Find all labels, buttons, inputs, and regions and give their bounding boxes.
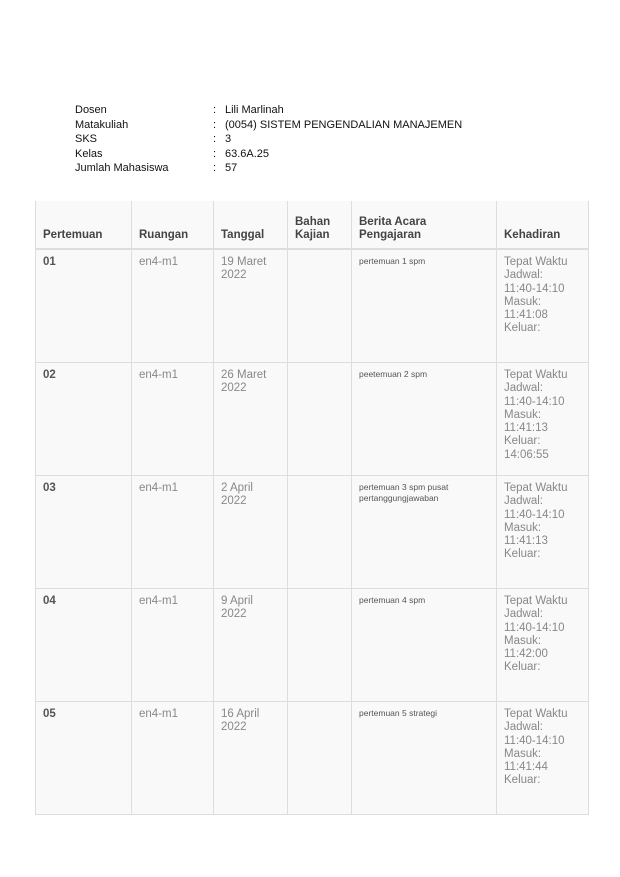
header-pertemuan: Pertemuan — [36, 201, 132, 249]
matakuliah-label: Matakuliah — [75, 118, 129, 131]
cell-berita-acara: pertemuan 1 spm — [352, 249, 497, 363]
masuk-label: Masuk: — [504, 295, 542, 308]
kehadiran-status: Tepat Waktu — [504, 482, 568, 494]
masuk-label: Masuk: — [504, 747, 542, 760]
cell-bahan-kajian — [288, 363, 352, 476]
jadwal-label: Jadwal: — [504, 382, 543, 395]
cell-kehadiran — [497, 589, 589, 702]
cell-pertemuan: 01 — [36, 249, 132, 363]
colon: : — [213, 118, 217, 131]
keluar-label: Keluar: — [504, 322, 541, 335]
sks-label: SKS — [75, 133, 98, 145]
info-row-matakuliah — [75, 118, 462, 133]
header-berita-acara: Berita Acara Pengajaran — [352, 201, 497, 249]
cell-bahan-kajian — [288, 702, 352, 815]
jadwal-label: Jadwal: — [504, 608, 543, 621]
masuk-label: Masuk: — [504, 521, 542, 534]
cell-tanggal: 9 April 2022 — [214, 589, 288, 702]
course-info — [75, 103, 462, 176]
info-row-sks — [75, 132, 462, 147]
keluar-label: Keluar: — [504, 774, 541, 787]
cell-tanggal: 19 Maret 2022 — [214, 249, 288, 363]
cell-kehadiran — [497, 476, 589, 589]
jadwal-value: 11:40-14:10 — [504, 282, 565, 295]
jadwal-value: 11:40-14:10 — [504, 734, 565, 747]
cell-tanggal: 16 April 2022 — [214, 702, 288, 815]
masuk-value: 11:41:44 — [504, 761, 548, 774]
header-bahan-kajian: Bahan Kajian — [288, 201, 352, 249]
masuk-label: Masuk: — [504, 408, 542, 421]
table-row — [36, 363, 589, 476]
jadwal-value: 11:40-14:10 — [504, 395, 565, 408]
cell-pertemuan: 04 — [36, 589, 132, 702]
table-row — [36, 476, 589, 589]
cell-kehadiran — [497, 702, 589, 815]
kelas-value: 63.6A.25 — [225, 147, 270, 160]
cell-berita-acara: peetemuan 2 spm — [352, 363, 497, 476]
cell-bahan-kajian — [288, 589, 352, 702]
masuk-value: 11:41:13 — [504, 422, 548, 435]
jumlah-value: 57 — [225, 162, 238, 174]
keluar-value: 14:06:55 — [504, 448, 549, 461]
table-body — [36, 249, 589, 815]
table-header-row — [36, 201, 589, 249]
keluar-label: Keluar: — [504, 435, 541, 448]
cell-pertemuan: 05 — [36, 702, 132, 815]
kehadiran-status: Tepat Waktu — [504, 369, 568, 381]
cell-pertemuan: 03 — [36, 476, 132, 589]
sks-value: 3 — [225, 133, 232, 145]
kehadiran-status: Tepat Waktu — [504, 708, 568, 720]
jumlah-label: Jumlah Mahasiswa — [75, 162, 169, 174]
header-ruangan: Ruangan — [132, 201, 214, 249]
header-kehadiran: Kehadiran — [497, 201, 589, 249]
cell-kehadiran — [497, 363, 589, 476]
masuk-value: 11:41:08 — [504, 309, 548, 322]
cell-pertemuan: 02 — [36, 363, 132, 476]
matakuliah-value: (0054) SISTEM PENGENDALIAN MANAJEMEN — [225, 118, 463, 131]
cell-berita-acara: pertemuan 3 spm pusat pertanggungjawaban — [352, 476, 497, 589]
cell-ruangan: en4-m1 — [132, 589, 214, 702]
dosen-label: Dosen — [75, 104, 107, 116]
cell-ruangan: en4-m1 — [132, 476, 214, 589]
kehadiran-status: Tepat Waktu — [504, 256, 568, 268]
colon: : — [213, 147, 217, 160]
cell-tanggal: 26 Maret 2022 — [214, 363, 288, 476]
cell-bahan-kajian — [288, 476, 352, 589]
table-row — [36, 702, 589, 815]
attendance-table — [35, 201, 589, 815]
keluar-label: Keluar: — [504, 548, 541, 561]
masuk-value: 11:41:13 — [504, 535, 548, 548]
colon: : — [213, 162, 217, 174]
jadwal-value: 11:40-14:10 — [504, 621, 565, 634]
cell-berita-acara: pertemuan 5 strategi — [352, 702, 497, 815]
masuk-label: Masuk: — [504, 634, 542, 647]
jadwal-label: Jadwal: — [504, 495, 543, 508]
dosen-value: Lili Marlinah — [225, 104, 284, 116]
cell-tanggal: 2 April 2022 — [214, 476, 288, 589]
info-row-jumlah — [75, 161, 462, 176]
cell-bahan-kajian — [288, 249, 352, 363]
info-row-kelas — [75, 147, 462, 162]
jadwal-label: Jadwal: — [504, 269, 543, 282]
cell-kehadiran — [497, 249, 589, 363]
jadwal-label: Jadwal: — [504, 721, 543, 734]
table-row — [36, 589, 589, 702]
jadwal-value: 11:40-14:10 — [504, 508, 565, 521]
cell-ruangan: en4-m1 — [132, 363, 214, 476]
colon: : — [213, 133, 217, 145]
info-row-dosen — [75, 103, 462, 118]
cell-berita-acara: pertemuan 4 spm — [352, 589, 497, 702]
header-tanggal: Tanggal — [214, 201, 288, 249]
cell-ruangan: en4-m1 — [132, 249, 214, 363]
colon: : — [213, 104, 217, 116]
kehadiran-status: Tepat Waktu — [504, 595, 568, 607]
keluar-label: Keluar: — [504, 661, 541, 674]
kelas-label: Kelas — [75, 147, 103, 160]
table-row — [36, 249, 589, 363]
cell-ruangan: en4-m1 — [132, 702, 214, 815]
masuk-value: 11:42:00 — [504, 648, 548, 661]
